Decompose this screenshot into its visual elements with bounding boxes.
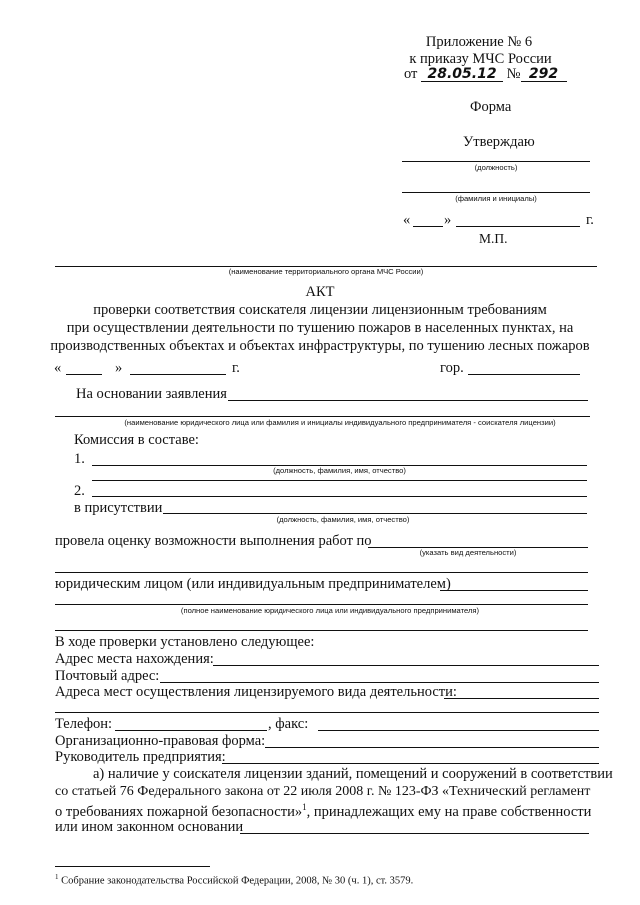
- commission-label: Комиссия в составе:: [74, 432, 199, 448]
- act-date-close-quote: »: [115, 360, 123, 376]
- caption-member-presence: (должность, фамилия, имя, отчество): [276, 515, 410, 524]
- assessment-line-2: [55, 572, 588, 573]
- commission-member-1-line-2: [92, 480, 587, 481]
- approve-month-line: [456, 226, 580, 227]
- order-date-handwritten: 28.05.12: [421, 67, 503, 82]
- findings-label: В ходе проверки установлено следующее:: [55, 634, 315, 650]
- caption-territorial-body: (наименование территориального органа МЧС России): [228, 267, 424, 276]
- act-subtitle-line-3: производственных объектах и объектах инфраструктуры, по тушению лесных пожаров: [50, 338, 590, 354]
- head-line: [222, 763, 599, 764]
- order-date-line: [404, 66, 567, 83]
- presence-line: [163, 513, 587, 514]
- fax-line: [318, 730, 599, 731]
- entity-line: [440, 590, 588, 591]
- applicant-line: [55, 416, 590, 417]
- paragraph-a-line-1: а) наличие у соискателя лицензии зданий, помещений и сооружений в соответствии: [93, 766, 613, 782]
- approve-date-open-quote: «: [403, 212, 411, 228]
- approve-day-line: [413, 226, 443, 227]
- legal-form-label: Организационно-правовая форма:: [55, 733, 266, 749]
- caption-member-1: (должность, фамилия, имя, отчество): [273, 466, 406, 475]
- footnote-text: [55, 873, 413, 887]
- caption-position: (должность): [474, 163, 518, 172]
- head-label: Руководитель предприятия:: [55, 749, 226, 765]
- entity-full-name-line-2: [55, 630, 588, 631]
- paragraph-a-line-2: со статьей 76 Федерального закона от 22 июля 2008 г. № 123-ФЗ «Технический регламент: [55, 784, 591, 799]
- appendix-number: Приложение № 6: [425, 34, 533, 50]
- approve-label: Утверждаю: [463, 134, 535, 150]
- paragraph-a-line-4: или ином законном основании: [55, 819, 244, 835]
- caption-applicant: (наименование юридического лица или фамилия и инициалы индивидуального предпринимателя - соискателя лицензии): [124, 418, 556, 427]
- form-label: Форма: [470, 99, 512, 115]
- order-reference: к приказу МЧС России: [409, 51, 552, 67]
- from-prefix: от: [404, 66, 418, 82]
- entity-full-name-line: [55, 604, 588, 605]
- act-subtitle-line-2: при осуществлении деятельности по тушению пожаров в населенных пунктах, на: [66, 320, 574, 336]
- basis-label: На основании заявления: [76, 386, 227, 402]
- act-year-suffix: г.: [232, 360, 240, 376]
- approve-year-suffix: г.: [586, 212, 594, 228]
- caption-entity-full-name: (полное наименование юридического лица или индивидуального предпринимателя): [180, 606, 480, 615]
- act-date-open-quote: «: [54, 360, 62, 376]
- entity-label: юридическим лицом (или индивидуальным предпринимателем): [55, 576, 451, 592]
- caption-name: (фамилия и инициалы): [455, 194, 537, 203]
- name-line: [402, 192, 590, 193]
- activity-addresses-line-2: [55, 712, 599, 713]
- phone-label: Телефон:: [55, 716, 113, 732]
- number-prefix: №: [506, 66, 521, 82]
- paragraph-a-line-3: [55, 802, 591, 821]
- commission-item-1: 1.: [74, 451, 85, 467]
- assessment-label: провела оценку возможности выполнения работ по: [55, 533, 372, 549]
- paragraph-a-line: [240, 833, 589, 834]
- act-title: АКТ: [305, 284, 335, 300]
- position-line: [402, 161, 590, 162]
- fax-label: , факс:: [268, 716, 309, 732]
- activity-addresses-label: Адреса мест осуществления лицензируемого вида деятельности:: [55, 684, 457, 700]
- act-month-line: [130, 374, 226, 375]
- legal-form-line: [265, 747, 599, 748]
- footnote-separator: [55, 866, 210, 867]
- act-subtitle-line-1: проверки соответствия соискателя лицензии лицензионным требованиям: [93, 302, 547, 318]
- footnote-content: Собрание законодательства Российской Федерации, 2008, № 30 (ч. 1), ст. 3579.: [58, 875, 414, 887]
- postal-address-label: Почтовый адрес:: [55, 668, 160, 684]
- paragraph-a-line-3-end: , принадлежащих ему на праве собственности: [306, 803, 592, 820]
- paragraph-a-line-3-start: о требованиях пожарной безопасности»: [55, 803, 303, 820]
- phone-line: [115, 730, 267, 731]
- activity-addresses-line: [444, 698, 599, 699]
- address-label: Адрес места нахождения:: [55, 651, 214, 667]
- caption-activity: (указать вид деятельности): [419, 548, 517, 557]
- footnote-marker: 1: [55, 873, 59, 881]
- city-label: гор.: [440, 360, 464, 376]
- address-line: [213, 665, 599, 666]
- order-number-handwritten: 292: [521, 67, 567, 82]
- city-line: [468, 374, 580, 375]
- act-day-line: [66, 374, 102, 375]
- presence-label: в присутствии: [74, 500, 163, 516]
- commission-item-2: 2.: [74, 483, 85, 499]
- commission-member-2-line: [92, 496, 587, 497]
- approve-date-close-quote: »: [444, 212, 452, 228]
- basis-line: [228, 400, 588, 401]
- footnote-reference: 1: [302, 802, 307, 812]
- postal-address-line: [160, 682, 599, 683]
- stamp-label: М.П.: [479, 231, 508, 246]
